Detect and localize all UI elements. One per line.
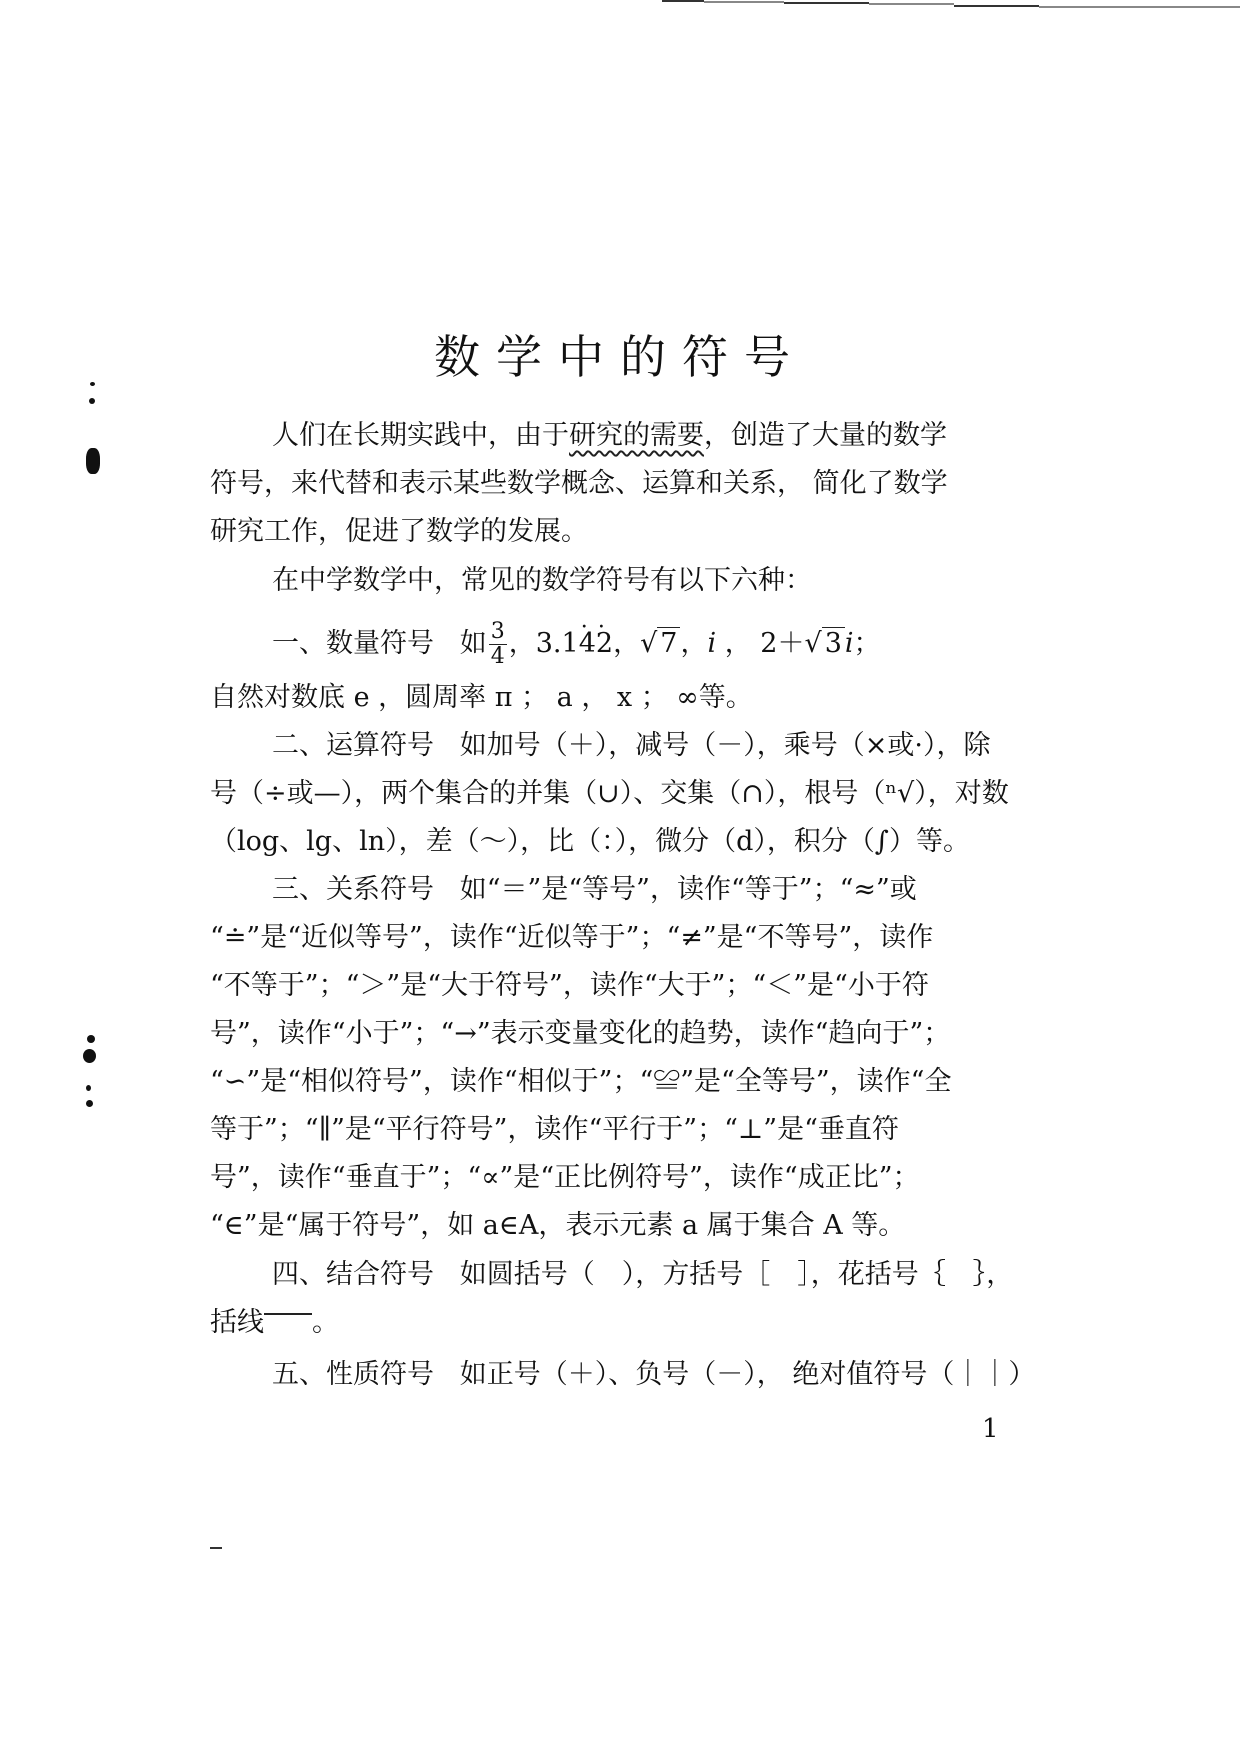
binding-mark [89, 398, 95, 404]
fraction-denominator: 4 [490, 644, 505, 669]
repeating-digit: · 2 [596, 628, 613, 659]
text: 如“＝”是“等号”，读作“等于”；“≈”或 [459, 874, 917, 905]
text: 如正号（＋）、负号（－）， 绝对值符号（｜｜） [459, 1359, 1036, 1390]
binding-mark [87, 1035, 95, 1043]
text: ； [853, 628, 881, 659]
lead-sentence: 在中学数学中，常见的数学符号有以下六种： [272, 565, 812, 596]
text: 如加号（＋），减号（－），乘号（×或·），除 [459, 730, 991, 761]
scan-artifact-dash [210, 1547, 222, 1549]
section-3-line-3: “不等于”；“＞”是“大于符号”，读作“大于”；“＜”是“小于符 [210, 970, 929, 1001]
section-2-line-3: （log、lg、ln），差（～），比（：），微分（d），积分（∫）等。 [210, 826, 970, 857]
text: ， [680, 628, 708, 659]
repeating-digit: · 4 [579, 628, 596, 659]
text: ，√ [613, 628, 658, 659]
sqrt-argument: 3 [822, 627, 845, 659]
text: ， 2＋√ [716, 628, 822, 659]
section-heading: 四、结合符号 [272, 1259, 434, 1290]
intro-text: 人们在长期实践中，由于 [272, 420, 569, 451]
section-3-line-4: 号”，读作“小于”；“→”表示变量变化的趋势，读作“趋向于”； [210, 1018, 951, 1049]
scan-edge-line [869, 3, 954, 5]
section-heading: 五、性质符号 [272, 1359, 434, 1390]
page-title: 数学中的符号 [434, 329, 806, 384]
scan-edge-line [1039, 6, 1240, 8]
section-4-line-1 [272, 1257, 1052, 1293]
section-heading: 三、关系符号 [272, 874, 434, 905]
emphasized-phrase: 研究的需要 [569, 420, 704, 451]
section-3-line-8: “∈”是“属于符号”，如 a∈A，表示元素 a 属于集合 A 等。 [210, 1210, 906, 1241]
intro-line-2: 符号，来代替和表示某些数学概念、运算和关系， 简化了数学 [210, 468, 948, 499]
section-1-line-1 [272, 620, 1052, 669]
intro-line-1 [272, 418, 1052, 454]
binding-mark [83, 1049, 96, 1063]
section-3-line-7: 号”，读作“垂直于”；“∝”是“正比例符号”，读作“成正比”； [210, 1162, 920, 1193]
section-2-line-2: 号（÷或—），两个集合的并集（∪）、交集（∩），根号（ⁿ√），对数 [210, 778, 1009, 809]
section-5-line-1 [272, 1357, 1052, 1393]
intro-text: ，创造了大量的数学 [704, 420, 947, 451]
text: 括线 [210, 1307, 264, 1338]
overline-bar-symbol [264, 1313, 312, 1325]
section-3-line-1 [272, 872, 1052, 908]
section-2-line-1 [272, 728, 1052, 764]
scan-edge-line [954, 5, 1039, 7]
fraction-numerator: 3 [490, 619, 505, 644]
scan-edge-line [704, 1, 784, 3]
section-3-line-5: “∽”是“相似符号”，读作“相似于”；“≌”是“全等号”，读作“全 [210, 1066, 952, 1097]
sqrt-argument: 7 [657, 627, 680, 659]
intro-line-3: 研究工作，促进了数学的发展。 [210, 516, 588, 547]
section-1-line-2: 自然对数底 e ，圆周率 π ； a ， x ； ∞等。 [210, 682, 753, 713]
section-3-line-6: 等于”；“∥”是“平行符号”，读作“平行于”；“⊥”是“垂直符 [210, 1114, 899, 1145]
section-heading: 二、运算符号 [272, 730, 434, 761]
imaginary-unit: i [707, 628, 717, 659]
section-heading: 一、数量符号 [272, 628, 434, 659]
text: ，3.1 [508, 628, 579, 659]
imaginary-unit: i [844, 628, 854, 659]
section-3-line-2: “≐”是“近似等号”，读作“近似等于”；“≠”是“不等号”，读作 [210, 922, 934, 953]
scan-edge-line [662, 0, 704, 2]
binding-mark [86, 448, 100, 474]
text: 。 [312, 1307, 339, 1338]
scan-edge-line [784, 2, 869, 4]
binding-mark [86, 1100, 93, 1107]
fraction [489, 620, 507, 669]
binding-mark [86, 1085, 91, 1091]
section-4-line-2 [210, 1305, 1050, 1341]
page-number: 1 [982, 1414, 999, 1444]
text: 如圆括号（ ），方括号［ ］，花括号｛ ｝， [459, 1259, 1014, 1290]
text: 如 [459, 628, 487, 659]
